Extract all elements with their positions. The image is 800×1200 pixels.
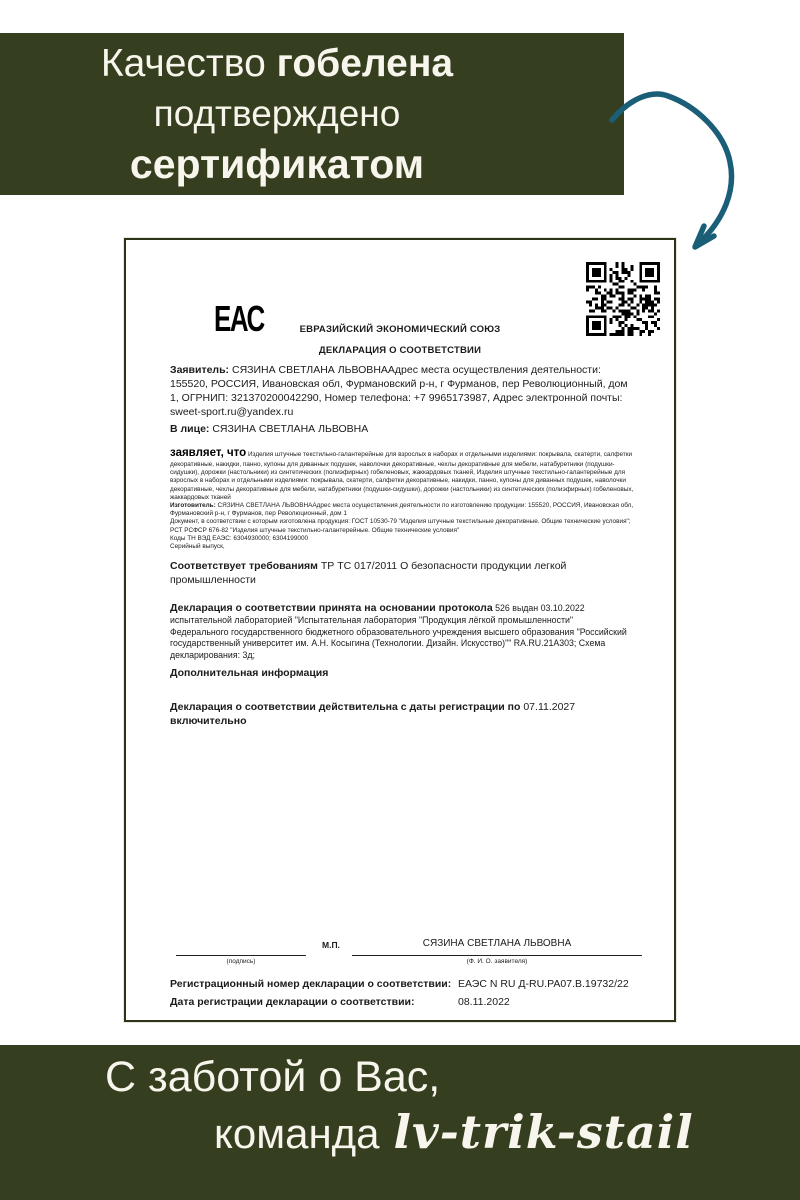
top-banner — [0, 33, 624, 195]
in-person-text: СЯЗИНА СВЕТЛАНА ЛЬВОВНА — [209, 423, 369, 436]
applicant-paragraph — [170, 364, 634, 419]
certificate-body — [170, 364, 634, 729]
applicant-label: Заявитель: — [170, 364, 230, 376]
bottom-banner-line-1: С заботой о Вас, — [105, 1053, 441, 1101]
bottom-banner-team-text: команда — [214, 1110, 380, 1157]
declaration-title: ДЕКЛАРАЦИЯ О СООТВЕТСТВИИ — [318, 345, 482, 356]
banner-line-1 — [0, 39, 554, 89]
complies-paragraph — [170, 560, 634, 588]
certificate-document — [124, 238, 676, 1022]
validity-date: 07.11.2027 — [523, 701, 576, 714]
signature-block — [170, 938, 636, 1018]
brand-signature: lv-trik-stail — [393, 1105, 694, 1159]
validity-suffix: включительно — [170, 714, 247, 727]
banner-line-1-normal: Качество — [100, 42, 277, 85]
manufacturer-paragraph — [170, 502, 634, 518]
signer-field — [352, 938, 642, 965]
applicant-text: СЯЗИНА СВЕТЛАНА ЛЬВОВНААдрес места осуществления деятельности: 155520, РОССИЯ, Ивановская обл, Фурмановский р-н, г Фурманов, пер Революционный, дом 1, ОГРНИП: 321370200042290, Номер телефона: +7 9965173987, Адрес электронной почты: sweet-sport.ru@yandex.ru — [170, 364, 628, 418]
protocol-label: Декларация о соответствии принята на основании протокола — [170, 601, 493, 614]
declares-label: заявляет, что — [170, 447, 247, 460]
validity-label: Декларация о соответствии действительна с даты регистрации по — [170, 701, 524, 714]
signature-caption: (подпись) — [226, 958, 256, 965]
document-line: Документ, в соответствии с которым изготовлена продукция: ГОСТ 10530-79 "Изделия штучные текстильные декоративные. Общие технические условия"; РСТ РСФСР 676-82 "Изделия штучные текстильно-галантерейные. Общие технические условия" — [170, 518, 631, 534]
protocol-paragraph — [170, 602, 634, 661]
registration-date-value: 08.11.2022 — [458, 996, 510, 1008]
banner-line-3: сертификатом — [129, 141, 425, 187]
declares-paragraph — [170, 446, 634, 502]
serial-line: Серийный выпуск, — [170, 542, 225, 550]
complies-text: ТР ТС 017/2011 О безопасности продукции легкой промышленности — [170, 560, 567, 586]
codes-line: Коды ТН ВЭД ЕАЭС: 6304930000; 6304199000 — [170, 534, 309, 542]
signer-name: СЯЗИНА СВЕТЛАНА ЛЬВОВНА — [352, 938, 642, 956]
validity-paragraph — [170, 701, 634, 729]
registration-number-row — [170, 978, 636, 990]
in-person-label: В лице: — [170, 423, 210, 436]
curved-arrow-icon — [596, 84, 746, 259]
bottom-banner — [0, 1045, 800, 1200]
protocol-text: 526 выдан 03.10.2022 испытательной лабораторией "Испытательная лаборатория "Продукция лёгкой промышленности" Федерального государственного бюджетного образовательного учреждения высшего образования "Российский государственный университет им. А.Н. Косыгина (Технологии. Дизайн. Искусство)"" RA.RU.21А303; Схема декларирования: 3д; — [170, 602, 627, 660]
signature-line — [176, 938, 306, 956]
declares-text: Изделия штучные текстильно-галантерейные для взрослых в наборах и отдельными изделиями: покрывала, скатерти, салфетки декоративные, накидки, панно, купоны для диванных подушек, наволочки декоративные, чехлы декоративные для мебели, натабуретники (подушки-сидушки), дорожки (настольники) из синтетических (полиэфирных) гобеленовых, жаккардовых тканей, Изделия штучные текстильно-галантерейные для взрослых в наборах и отдельными изделиями: покрывала, скатерти, салфетки декоративные, накидки, панно, купоны для диванных подушек, наволочки декоративные, чехлы декоративные для мебели, натабуретники (подушки-сидушки), дорожки (настольники) из синтетических (полиэфирных) гобеленовых, жаккардовых тканей — [170, 451, 634, 501]
additional-info-label: Дополнительная информация — [170, 667, 329, 680]
complies-label: Соответствует требованиям — [170, 560, 318, 573]
banner-line-2: подтверждено — [153, 93, 401, 134]
signature-field — [176, 938, 306, 965]
registration-date-label: Дата регистрации декларации о соответствии: — [170, 996, 415, 1008]
signer-caption: (Ф. И. О. заявителя) — [466, 958, 528, 965]
registration-date-row — [170, 996, 636, 1008]
union-title: ЕВРАЗИЙСКИЙ ЭКОНОМИЧЕСКИЙ СОЮЗ — [299, 324, 501, 335]
registration-number-value: ЕАЭС N RU Д-RU.РА07.В.19732/22 — [458, 978, 629, 990]
eac-logo: ЕАС — [214, 298, 264, 339]
manufacturer-label: Изготовитель: — [170, 501, 216, 509]
registration-number-label: Регистрационный номер декларации о соответствии: — [170, 978, 452, 990]
banner-line-1-bold: гобелена — [276, 42, 454, 85]
top-banner-text — [0, 39, 624, 189]
manufacturer-text: СЯЗИНА СВЕТЛАНА ЛЬВОВНААдрес места осуществления деятельности по изготовлению продукции: 155520, РОССИЯ, Ивановская обл, Фурмановский р-н, г Фурманов, пер Революционный, дом 1 — [170, 501, 634, 518]
stamp-placeholder: М.П. — [322, 940, 340, 950]
in-person-paragraph — [170, 423, 634, 437]
bottom-banner-line-2 — [214, 1105, 694, 1159]
